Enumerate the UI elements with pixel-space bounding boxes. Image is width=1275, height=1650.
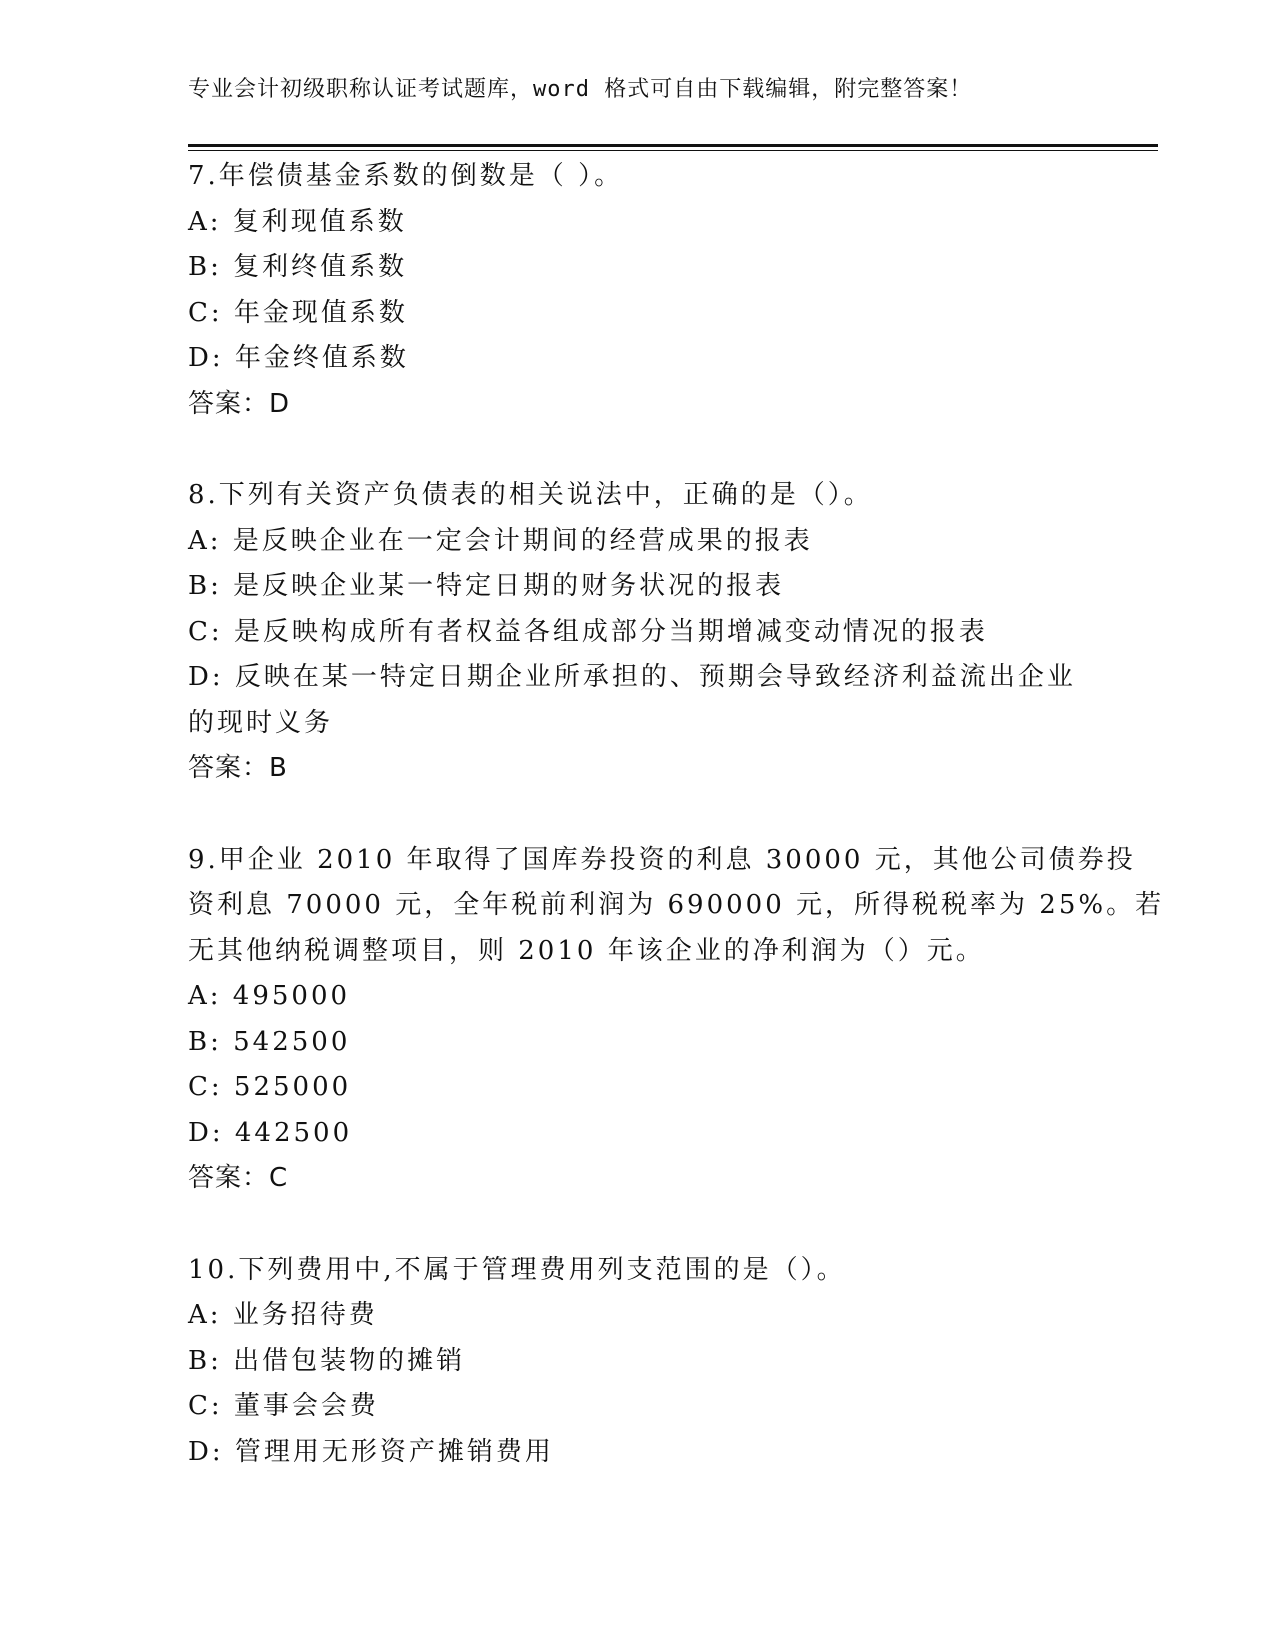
option-c: C: 525000 (188, 1072, 352, 1102)
option-a: A: 495000 (188, 981, 351, 1011)
page-header: 专业会计初级职称认证考试题库，word 格式可自由下载编辑，附完整答案！ (188, 77, 973, 102)
question-text: 10.下列费用中,不属于管理费用列支范围的是（）。 (188, 1254, 846, 1285)
option-c: C: 是反映构成所有者权益各组成部分当期增减变动情况的报表 (188, 616, 988, 647)
option-d: D: 442500 (188, 1117, 353, 1148)
question-7 (188, 154, 1088, 427)
header-rule-thin (188, 150, 1158, 151)
option-b: B: 542500 (188, 1026, 351, 1057)
answer: 答案：C (188, 1163, 289, 1193)
option-a: A: 复利现值系数 (188, 206, 407, 237)
question-10 (188, 1248, 1088, 1476)
option-a: A: 业务招待费 (188, 1300, 378, 1330)
option-d: D: 管理用无形资产摊销费用 (188, 1436, 554, 1467)
answer: 答案：B (188, 753, 288, 783)
option-d: D: 反映在某一特定日期企业所承担的、预期会导致经济利益流出企业 (188, 662, 1076, 692)
option-a: A: 是反映企业在一定会计期间的经营成果的报表 (188, 525, 813, 556)
question-9 (188, 838, 1165, 1202)
option-b: B: 是反映企业某一特定日期的财务状况的报表 (188, 571, 785, 601)
option-b: B: 复利终值系数 (188, 252, 408, 282)
option-d: D: 年金终值系数 (188, 343, 409, 373)
option-d-continued: 的现时义务 (188, 707, 334, 738)
question-text-line-2: 资利息 70000 元，全年税前利润为 690000 元，所得税税率为 25%。若 (188, 890, 1165, 920)
question-8 (188, 473, 1088, 792)
question-text-line-1: 9.甲企业 2010 年取得了国库券投资的利息 30000 元，其他公司债券投 (188, 844, 1136, 875)
question-text-line-3: 无其他纳税调整项目，则 2010 年该企业的净利润为（）元。 (188, 935, 985, 966)
option-c: C: 董事会会费 (188, 1391, 379, 1421)
header-rule-thick (188, 144, 1158, 147)
option-b: B: 出借包装物的摊销 (188, 1345, 466, 1376)
question-list (188, 154, 1165, 1521)
question-text: 7.年偿债基金系数的倒数是（ ）。 (188, 161, 624, 191)
answer: 答案：D (188, 388, 291, 419)
option-c: C: 年金现值系数 (188, 297, 408, 328)
question-text: 8.下列有关资产负债表的相关说法中，正确的是（）。 (188, 480, 873, 510)
